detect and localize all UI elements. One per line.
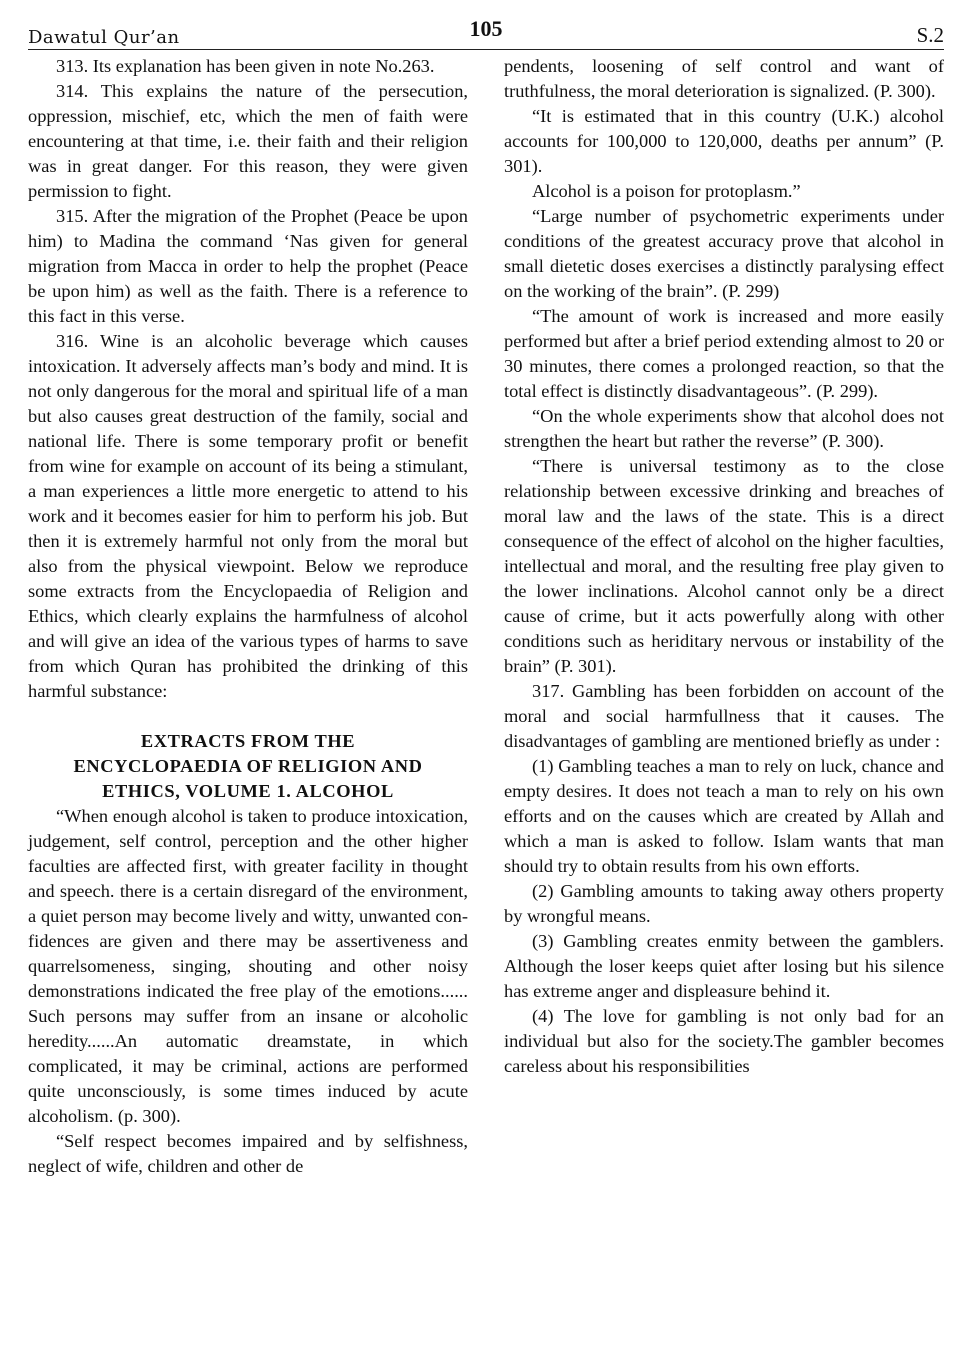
gambling-point-1: (1) Gambling teaches a man to rely on luck, chance and empty desires. It does not teach a man to rely on his own efforts and on the causes which are created by Allah and which a man is asked to follow. Islam wants that man should try to obtain results from his own efforts.	[504, 756, 944, 876]
extract-paragraph: “There is universal testimony as to the close relationship between excessive drinking and breaches of moral law and the laws of the state. This is a direct consequence of the effect of alcohol on the higher faculties, intellectual and moral, and the resulting free play given to the lower inclinations. Alcohol cannot only be a direct cause of crime, but it acts powerfully along with other conditions such as heriditary nervous or instability of the brain” (P. 301).	[504, 456, 944, 676]
note-317: 317. Gambling has been forbidden on account of the moral and social harmfullness that it causes. The disadvantages of gambling are mentioned briefly as under :	[504, 681, 944, 751]
section-heading	[28, 729, 468, 804]
page-header	[28, 18, 944, 50]
continued-paragraph: pendents, loosening of self control and want of truthfulness, the moral deterioration is signalized. (P. 300).	[504, 56, 944, 101]
extract-paragraph: “On the whole experiments show that alcohol does not strengthen the heart but rather the reverse” (P. 300).	[504, 406, 944, 451]
heading-line-2: ENCYCLOPAEDIA OF RELIGION AND	[73, 756, 423, 776]
heading-line-1: EXTRACTS FROM THE	[140, 731, 356, 751]
extract-paragraph: “When enough alcohol is taken to produce intoxication, judgement, self control, perception and the other higher faculties are affected first, with greater facility in thought and speech. there is a certain disregard of the environment, a quiet person may become lively and witty, unwanted confidences are given and there may be assertiveness and quarrelsomeness, singing, shouting and other noisy demonstrations indicated the free play of the emotions...... Such persons may suffer from an insane or alcoholic heredity......An automatic dreamstate, in which complicated, it may be criminal, actions are performed quite unconsciously, is some times induced by acute alcoholism. (p. 300).	[28, 806, 468, 1126]
gambling-point-4: (4) The love for gambling is not only bad for an individual but also for the society.The gambler becomes careless about his responsibilities	[504, 1006, 944, 1076]
note-316: 316. Wine is an alcoholic beverage which causes intoxication. It adversely affects man’s body and mind. It is not only dangerous for the moral and spiritual life of a man but also causes great destruction of the family, social and national life. There is some temporary profit or benefit from wine for example on account of its being a stimulant, a man experiences a little more energetic to attend to his work and it becomes easier for him to perform his job. But then it is extremely harmful not only from the moral but also from the physical viewpoint. Below we reproduce some extracts from the Encyclopaedia of Religion and Ethics, which clearly explains the harmfulness of alcohol and will give an idea of the various types of harms to save from which Quran has prohibited the drinking of this harmful substance:	[28, 331, 468, 701]
note-313: 313. Its explanation has been given in note No.263.	[56, 56, 435, 76]
book-title: Dawatul Qur’an	[28, 27, 180, 48]
gambling-point-2: (2) Gambling amounts to taking away others property by wrongful means.	[504, 881, 944, 926]
heading-line-3: ETHICS, VOLUME 1. ALCOHOL	[102, 781, 394, 801]
extract-paragraph: Alcohol is a poison for protoplasm.”	[532, 181, 801, 201]
gambling-point-3: (3) Gambling creates enmity between the gamblers. Although the loser keeps quiet after losing but his silence has extreme anger and displeasure behind it.	[504, 931, 944, 1001]
extract-paragraph: “Large number of psychometric experiments under conditions of the greatest accuracy prove that alcohol in small dietetic doses exercises a distinctly paralysing effect on the working of the brain”. (P. 299)	[504, 206, 944, 301]
left-column	[28, 54, 468, 1179]
note-314: 314. This explains the nature of the persecution, oppression, mischief, etc, which the men of faith were encountering at that time, i.e. their faith and their religion was in great danger. For this reason, they were given permission to fight.	[28, 81, 468, 201]
surah-label: S.2	[916, 23, 944, 47]
extract-paragraph: “The amount of work is increased and more easily performed but after a brief period extending almost to 20 or 30 minutes, there comes a prolonged reaction, so that the total effect is distinctly disadvantageous”. (P. 299).	[504, 306, 944, 401]
page-number: 105	[469, 16, 503, 41]
note-315: 315. After the migration of the Prophet (Peace be upon him) to Madina the command ‘Nas given for general migration from Macca in order to help the prophet (Peace be upon him) as well as the faith. There is a reference to this fact in this verse.	[28, 206, 468, 326]
extract-paragraph: “It is estimated that in this country (U.K.) alcohol accounts for 100,000 to 120,000, deaths per annum” (P. 301).	[504, 106, 944, 176]
extract-paragraph: “Self respect becomes impaired and by selfishness, neglect of wife, children and other de	[28, 1131, 468, 1176]
right-column	[504, 54, 944, 1079]
